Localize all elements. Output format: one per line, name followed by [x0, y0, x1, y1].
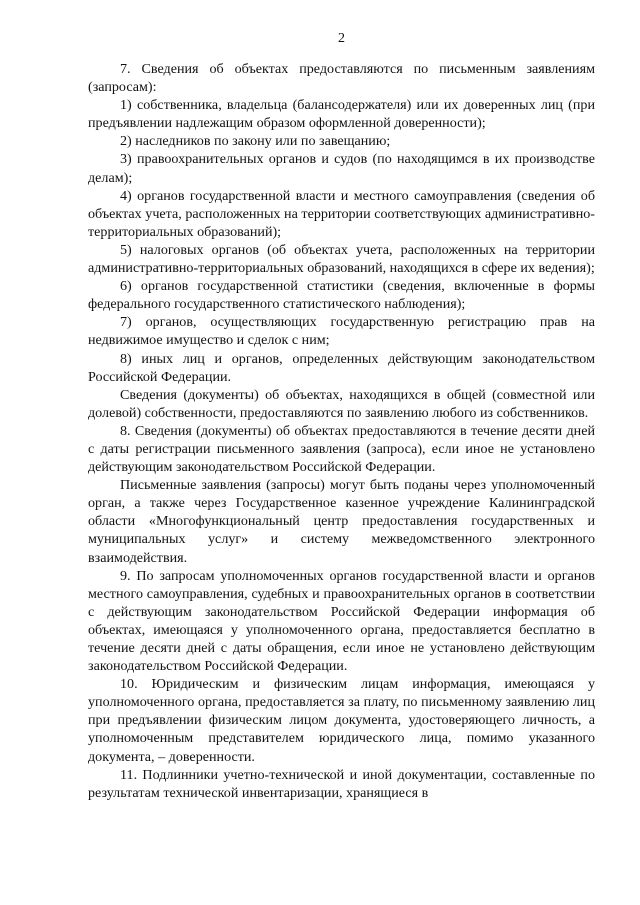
- list-item-2: 2) наследников по закону или по завещанию;: [120, 133, 391, 150]
- paragraph-shared-ownership: Сведения (документы) об объектах, находящихся в общей (совместной или долевой) собственности, предоставляются по заявлению любого из собственников.: [88, 386, 595, 421]
- list-item-7: 7) органов, осуществляющих государственную регистрацию прав на недвижимое имущество и сделок с ним;: [88, 314, 595, 349]
- paragraph-7-intro: 7. Сведения об объектах предоставляются по письменным заявлениям (запросам):: [88, 61, 595, 96]
- list-item-4: 4) органов государственной власти и местного самоуправления (сведения об объектах учета, расположенных на территории соответствующих административно-территориальных образований);: [88, 187, 595, 240]
- paragraph-submission: Письменные заявления (запросы) могут быть поданы через уполномоченный орган, а также через Государственное казенное учреждение Калининградской области «Многофункциональный центр предоставления государственных и муниципальных услуг» и систему межведомственного электронного взаимодействия.: [88, 477, 595, 566]
- paragraph-9: 9. По запросам уполномоченных органов государственной власти и органов местного самоуправления, судебных и правоохранительных органов в соответствии с действующим законодательством Российской Федерации информация об объектах, имеющаяся у уполномоченного органа, предоставляется бесплатно в течение десяти дней с даты обращения, если иное не установлено действующим законодательством Российской Федерации.: [88, 567, 595, 675]
- list-item-3: 3) правоохранительных органов и судов (по находящимся в их производстве делам);: [88, 151, 595, 186]
- list-item-1: 1) собственника, владельца (балансодержателя) или их доверенных лиц (при предъявлении надлежащим образом оформленной доверенности);: [88, 97, 595, 132]
- paragraph-8: 8. Сведения (документы) об объектах предоставляются в течение десяти дней с даты регистрации письменного заявления (запроса), если иное не установлено действующим законодательством Российской Федерации.: [88, 422, 595, 476]
- list-item-6: 6) органов государственной статистики (сведения, включенные в формы федерального государственного статистического наблюдения);: [88, 278, 595, 313]
- list-item-5: 5) налоговых органов (об объектах учета, расположенных на территории административно-территориальных образований, находящихся в сфере их ведения);: [88, 241, 595, 277]
- list-item-8: 8) иных лиц и органов, определенных действующим законодательством Российской Федерации.: [88, 350, 595, 385]
- paragraph-11: 11. Подлинники учетно-технической и иной документации, составленные по результатам технической инвентаризации, хранящиеся в: [88, 766, 595, 801]
- page-number: 2: [338, 31, 345, 46]
- document-page: [88, 30, 595, 802]
- paragraph-10: 10. Юридическим и физическим лицам информация, имеющаяся у уполномоченного органа, предоставляется за плату, по письменному заявлению лиц при предъявлении физическим лицом документа, удостоверяющего личность, а уполномоченным представителем юридического лица, помимо указанного документа, – доверенности.: [88, 676, 595, 765]
